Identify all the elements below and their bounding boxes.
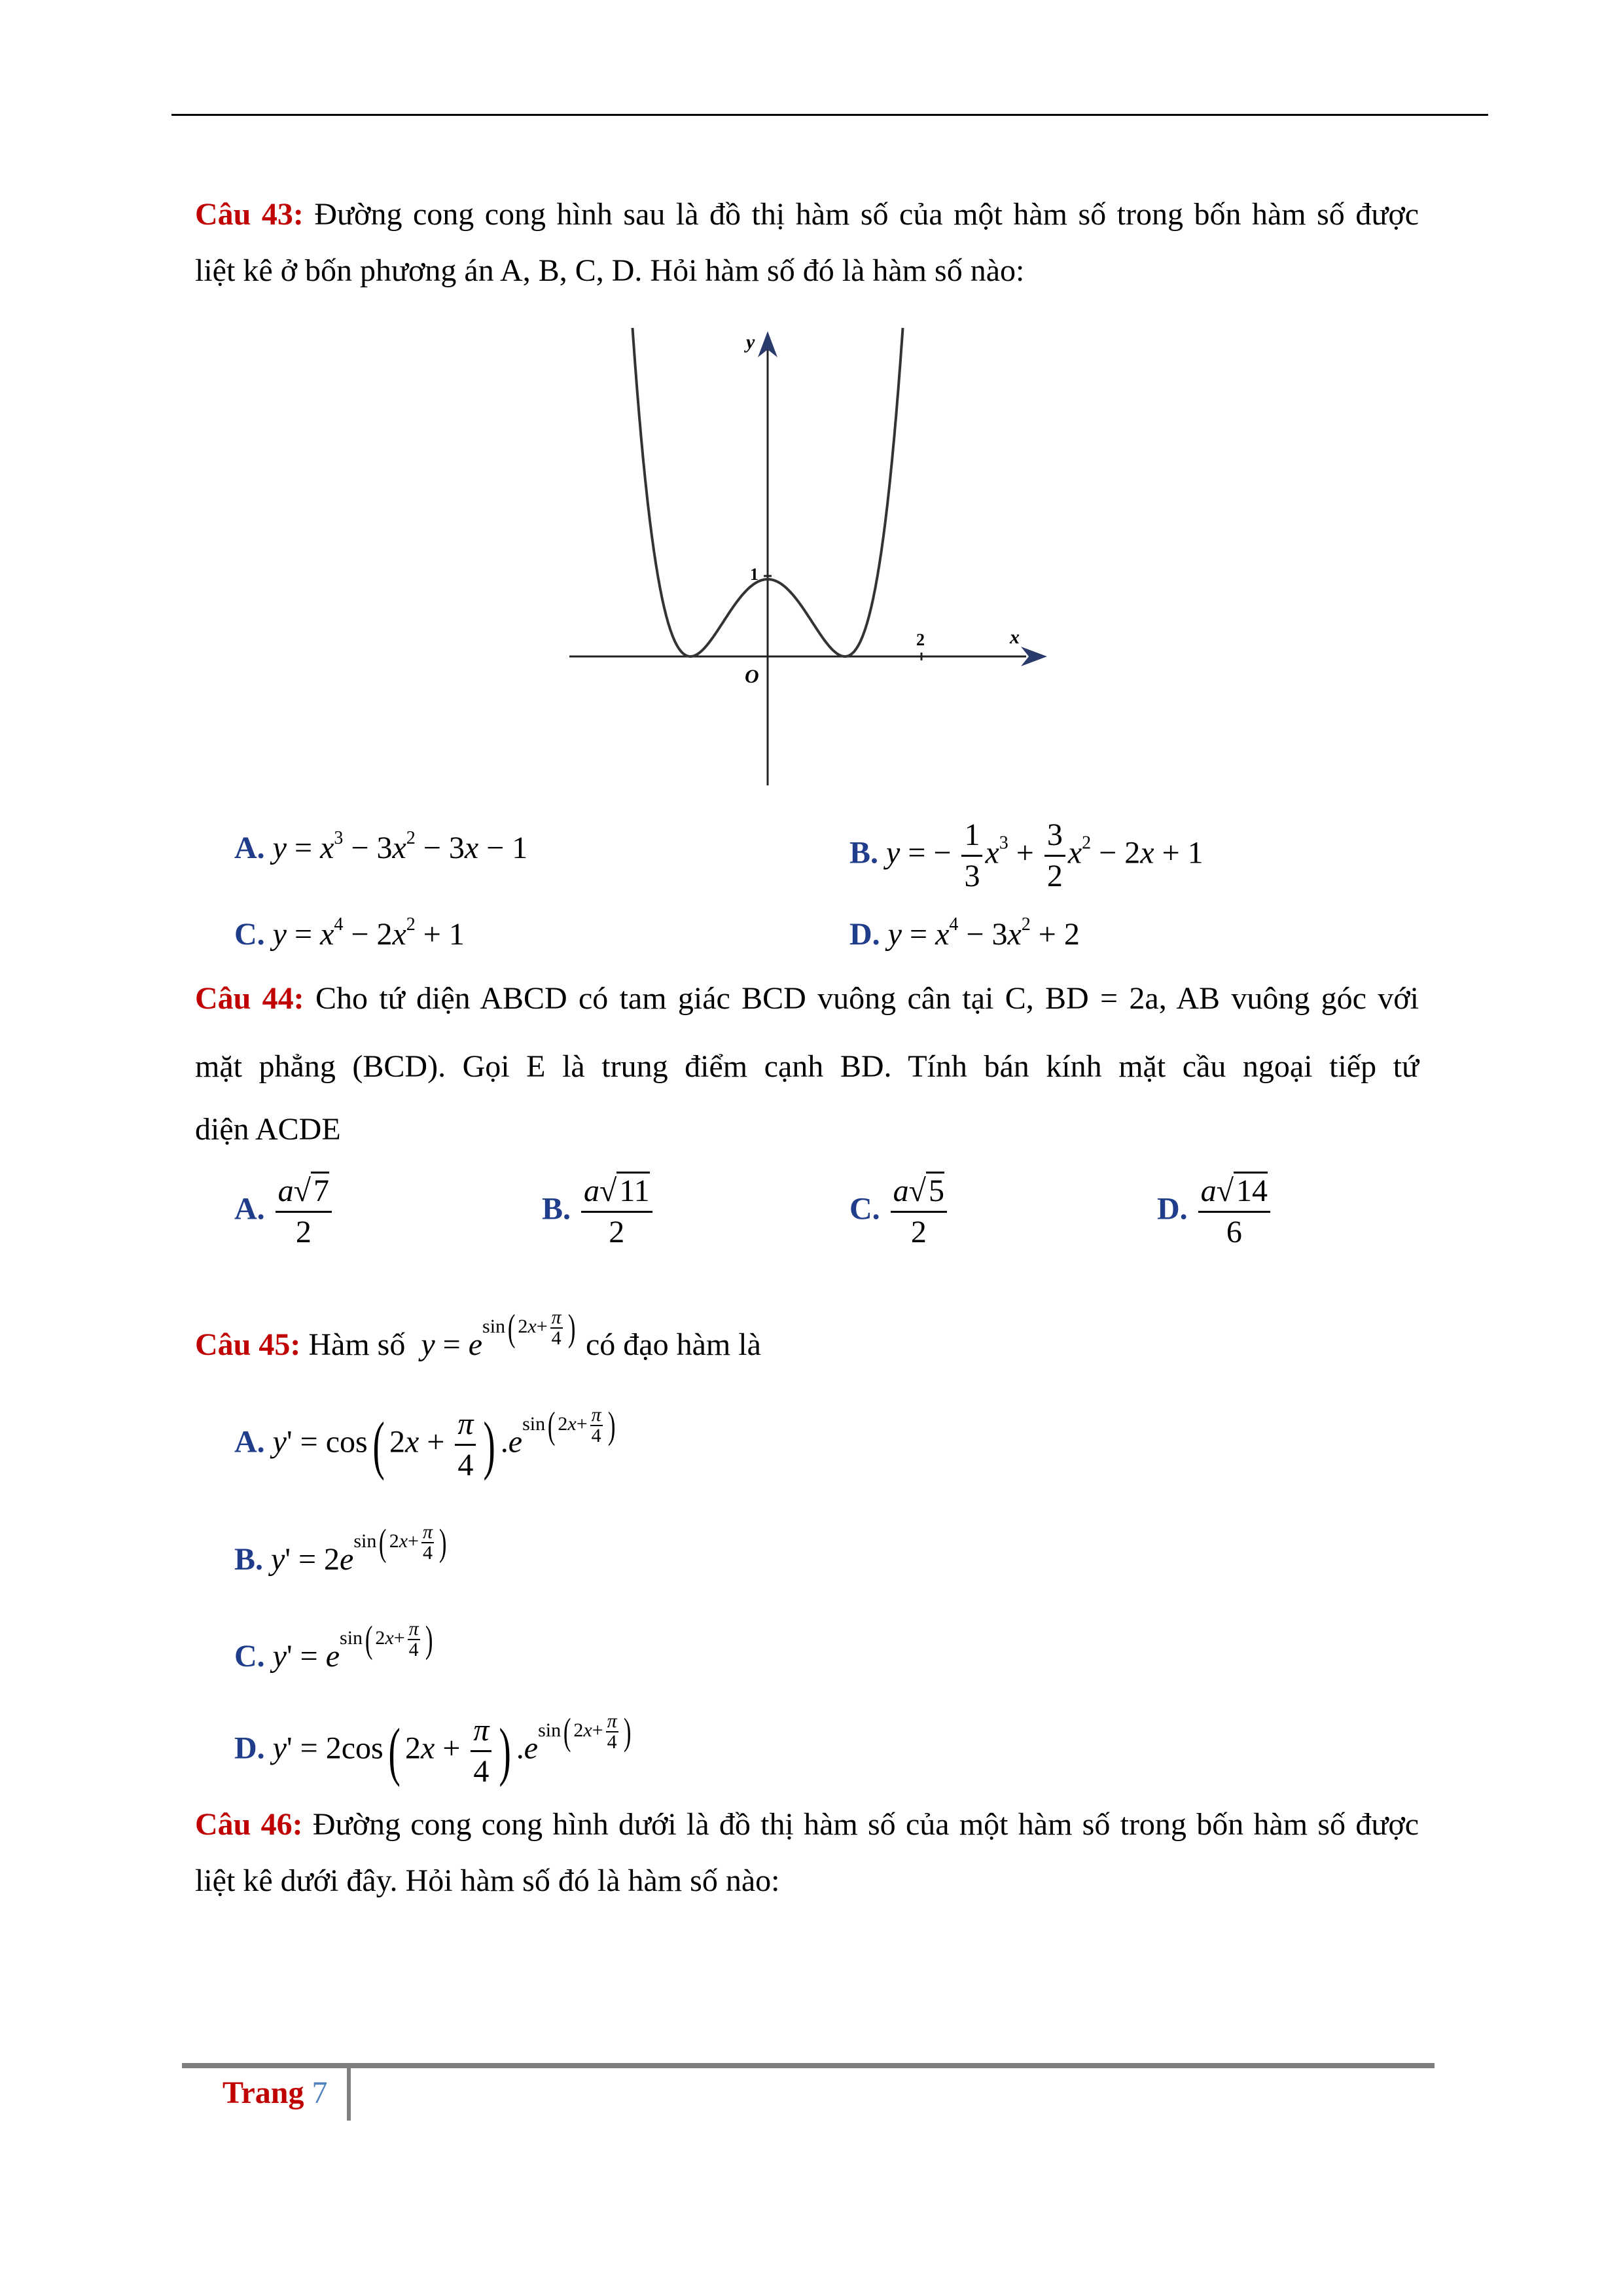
footer-page bbox=[223, 2073, 327, 2113]
q43-option-d[interactable]: D. $y = x^4 - 3x^2 + 2$ bbox=[849, 914, 1080, 952]
q43-option-a-label: A. bbox=[234, 831, 265, 865]
q46-label: Câu 46: bbox=[195, 1807, 303, 1842]
q45-option-a[interactable]: A. y' = cos( 2x + $\frac{\pi}{4}$ ) .esin( 2x+ $\frac{\pi}{4}$ ) bbox=[234, 1403, 616, 1482]
q44-option-a-label: A. bbox=[234, 1191, 265, 1227]
tick-x-2-label: 2 bbox=[916, 630, 925, 649]
footer-page-word: Trang bbox=[223, 2075, 304, 2110]
tick-y-1-label: 1 bbox=[750, 565, 758, 584]
q43-option-a[interactable]: A. $y = x^3 - 3x^2 - 3x - 1$ bbox=[234, 828, 528, 865]
x-axis-label: x bbox=[1010, 626, 1020, 648]
q43-text1: Đường cong cong hình sau là đồ thị hàm số của một hàm số trong bốn hàm số được bbox=[314, 197, 1419, 232]
q44-line2: mặt phẳng (BCD). Gọi E là trung điểm cạnh BD. Tính bán kính mặt cầu ngoại tiếp tứ bbox=[195, 1049, 1419, 1084]
q44-option-a[interactable]: A. $\frac{a√7}{2}$ bbox=[234, 1172, 334, 1252]
q43-option-c-label: C. bbox=[234, 917, 265, 952]
q45-option-b[interactable]: B. y' = 2esin( 2x+ $\frac{\pi}{4}$ ) bbox=[234, 1521, 447, 1577]
footer-divider bbox=[347, 2068, 351, 2121]
q43-label: Câu 43: bbox=[195, 197, 304, 232]
q43-graph bbox=[563, 301, 1060, 798]
y-axis-label: y bbox=[746, 331, 755, 353]
q43-option-c[interactable]: C. $y = x^4 - 2x^2 + 1$ bbox=[234, 914, 465, 952]
q45-option-b-label: B. bbox=[234, 1541, 264, 1577]
q46-text1: Đường cong cong hình dưới là đồ thị hàm số của một hàm số trong bốn hàm số được bbox=[312, 1807, 1419, 1842]
q45-option-a-label: A. bbox=[234, 1424, 265, 1460]
q45-text-before: Hàm số bbox=[308, 1327, 406, 1362]
q44-option-c-label: C. bbox=[849, 1191, 880, 1227]
q44-option-b-label: B. bbox=[542, 1191, 571, 1227]
q45-label: Câu 45: bbox=[195, 1327, 301, 1362]
q43-line1 bbox=[195, 195, 1419, 234]
q46-line1 bbox=[195, 1805, 1419, 1844]
q44-option-d-label: D. bbox=[1157, 1191, 1188, 1227]
footer-page-number: 7 bbox=[312, 2075, 328, 2110]
q44-text1: Cho tứ diện ABCD có tam giác BCD vuông cân tại C, BD = 2a, AB vuông góc với bbox=[315, 981, 1419, 1016]
q45-option-c-label: C. bbox=[234, 1638, 265, 1674]
q44-option-d[interactable]: D. $\frac{a√14}{6}$ bbox=[1157, 1172, 1273, 1252]
q45-text-after: có đạo hàm là bbox=[585, 1327, 761, 1362]
q46-line2: liệt kê dưới đây. Hỏi hàm số đó là hàm số nào: bbox=[195, 1863, 780, 1898]
header-rule bbox=[171, 114, 1488, 116]
q43-line2: liệt kê ở bốn phương án A, B, C, D. Hỏi hàm số đó là hàm số nào: bbox=[195, 253, 1025, 288]
footer-rule bbox=[182, 2063, 1435, 2068]
q43-option-b-label: B. bbox=[849, 835, 879, 870]
q45-option-c[interactable]: C. y' = esin( 2x+ $\frac{\pi}{4}$ ) bbox=[234, 1618, 433, 1674]
q44-line1 bbox=[195, 979, 1419, 1018]
q44-option-b[interactable]: B. $\frac{a√11}{2}$ bbox=[542, 1172, 655, 1252]
origin-label: O bbox=[745, 666, 759, 687]
q43-option-b[interactable]: B. y = − $\frac{1}{3}$ $x^3$ + $\frac{3}{2}$ $x^2 - 2x + 1$ bbox=[849, 816, 1204, 896]
q45-option-d-label: D. bbox=[234, 1731, 265, 1766]
q44-label: Câu 44: bbox=[195, 981, 304, 1016]
q45-line1: Câu 45: Hàm số y = esin( 2x+ $\frac{\pi}{4}$ ) có đạo hàm là bbox=[195, 1306, 761, 1362]
q44-option-c[interactable]: C. $\frac{a√5}{2}$ bbox=[849, 1172, 950, 1252]
q44-line3: diện ACDE bbox=[195, 1112, 341, 1147]
q43-option-d-label: D. bbox=[849, 917, 880, 952]
q45-option-d[interactable]: D. y' = 2cos( 2x + $\frac{\pi}{4}$ ) .esin( 2x+ $\frac{\pi}{4}$ ) bbox=[234, 1710, 632, 1789]
